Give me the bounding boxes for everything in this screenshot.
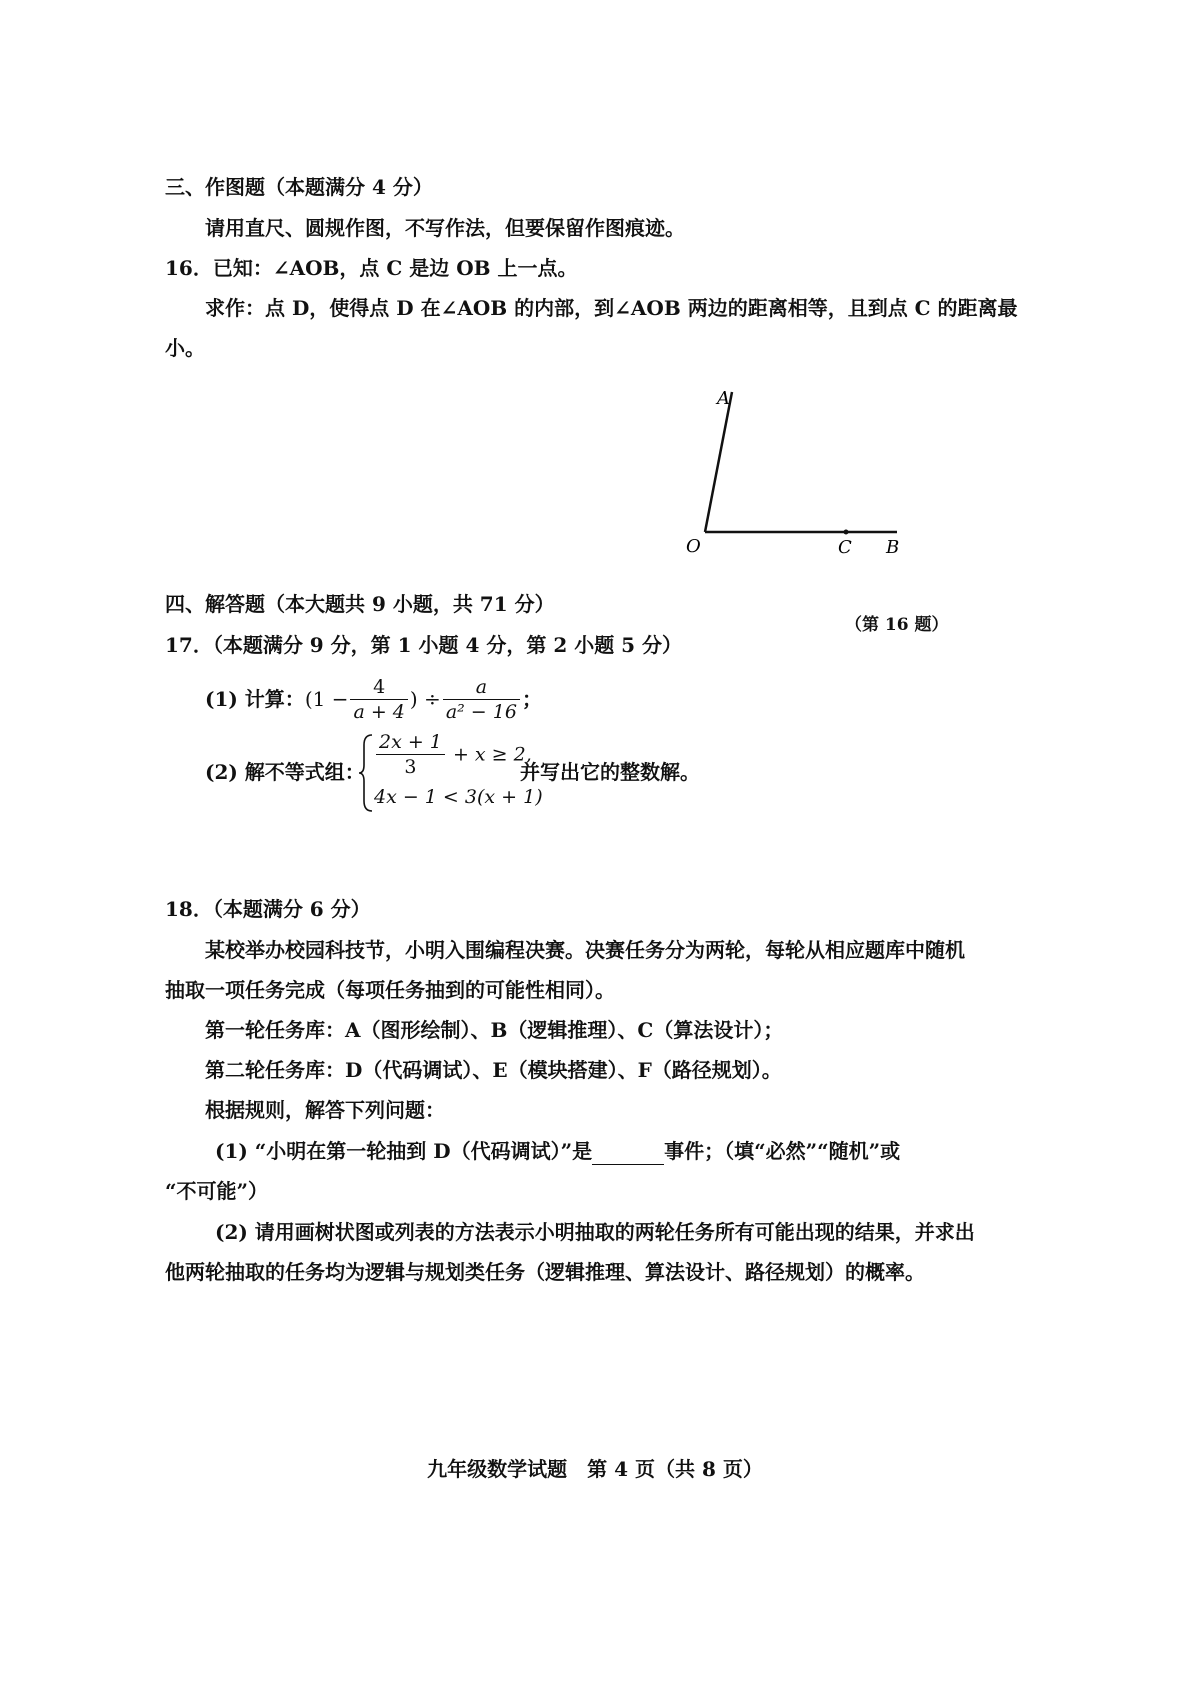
q18-sub1-a: (1) “小明在第一轮抽到 D（代码调试）”是 <box>215 1139 593 1163</box>
label-b: B <box>886 537 900 558</box>
ineq1-numerator: 2x + 1 <box>376 730 445 755</box>
frac1-denominator: a + 4 <box>353 700 405 723</box>
q17-part1-end: ； <box>521 687 542 711</box>
q18-header: 18．（本题满分 6 分） <box>165 897 371 921</box>
q17-part1-frac2 <box>443 675 520 724</box>
q17-part2-label: (2) 解不等式组： <box>205 760 365 784</box>
label-o: O <box>686 536 701 557</box>
q17-part2-tail: 并写出它的整数解。 <box>520 760 700 784</box>
ray-oa <box>705 392 732 532</box>
system-brace <box>358 733 374 813</box>
q18-sub1-cont: “不可能”） <box>165 1179 269 1203</box>
q16-requirement: 求作：点 D，使得点 D 在∠AOB 的内部，到∠AOB 两边的距离相等，且到点 C 的距离最 <box>205 296 1018 320</box>
frac1-numerator: 4 <box>350 675 407 700</box>
q18-rules: 根据规则，解答下列问题： <box>205 1098 445 1122</box>
q18-sub1 <box>215 1137 900 1165</box>
angle-aob-figure <box>686 388 980 610</box>
ineq1-frac <box>376 730 445 779</box>
page-footer: 九年级数学试题 第 4 页（共 8 页） <box>427 1457 763 1481</box>
q18-para1: 某校举办校园科技节，小明入围编程决赛。决赛任务分为两轮，每轮从相应题库中随机 <box>205 938 965 962</box>
answer-blank[interactable] <box>592 1144 664 1165</box>
frac2-denominator: a² − 16 <box>445 700 517 723</box>
inequality-1 <box>374 730 532 779</box>
q18-sub2: (2) 请用画树状图或列表的方法表示小明抽取的两轮任务所有可能出现的结果，并求出 <box>215 1220 975 1244</box>
section3-instruction: 请用直尺、圆规作图，不写作法，但要保留作图痕迹。 <box>205 216 685 240</box>
section4-heading: 四、解答题（本大题共 9 小题，共 71 分） <box>165 592 555 616</box>
ineq1-rest: + x ≥ 2, <box>452 743 532 766</box>
q17-part1-label: (1) 计算： <box>205 687 305 711</box>
q17-part1-close: ) ÷ <box>409 687 441 711</box>
frac2-numerator: a <box>443 675 520 700</box>
q18-para2: 抽取一项任务完成（每项任务抽到的可能性相同）。 <box>165 978 615 1002</box>
section3-heading: 三、作图题（本题满分 4 分） <box>165 175 433 199</box>
ineq1-denominator: 3 <box>404 756 417 778</box>
inequality-2: 4x − 1 < 3(x + 1) <box>374 786 543 808</box>
q18-round2: 第二轮任务库：D（代码调试）、E（模块搭建）、F（路径规划）。 <box>205 1058 782 1082</box>
figure-caption: （第 16 题） <box>845 615 949 635</box>
q18-round1: 第一轮任务库：A（图形绘制）、B（逻辑推理）、C（算法设计）； <box>205 1018 784 1042</box>
point-c <box>844 530 849 535</box>
q17-part1 <box>205 670 542 728</box>
q17-part1-open: (1 − <box>304 687 349 711</box>
q17-part1-frac1 <box>350 675 407 724</box>
label-a: A <box>717 388 730 409</box>
q17-header: 17．（本题满分 9 分，第 1 小题 4 分，第 2 小题 5 分） <box>165 633 683 657</box>
q18-sub2-cont: 他两轮抽取的任务均为逻辑与规划类任务（逻辑推理、算法设计、路径规划）的概率。 <box>165 1260 925 1284</box>
q16-given: 16．已知：∠AOB，点 C 是边 OB 上一点。 <box>165 256 578 280</box>
q16-requirement-cont: 小。 <box>165 336 205 360</box>
label-c: C <box>838 537 852 558</box>
q18-sub1-b: 事件；（填“必然”“随机”或 <box>664 1139 901 1163</box>
